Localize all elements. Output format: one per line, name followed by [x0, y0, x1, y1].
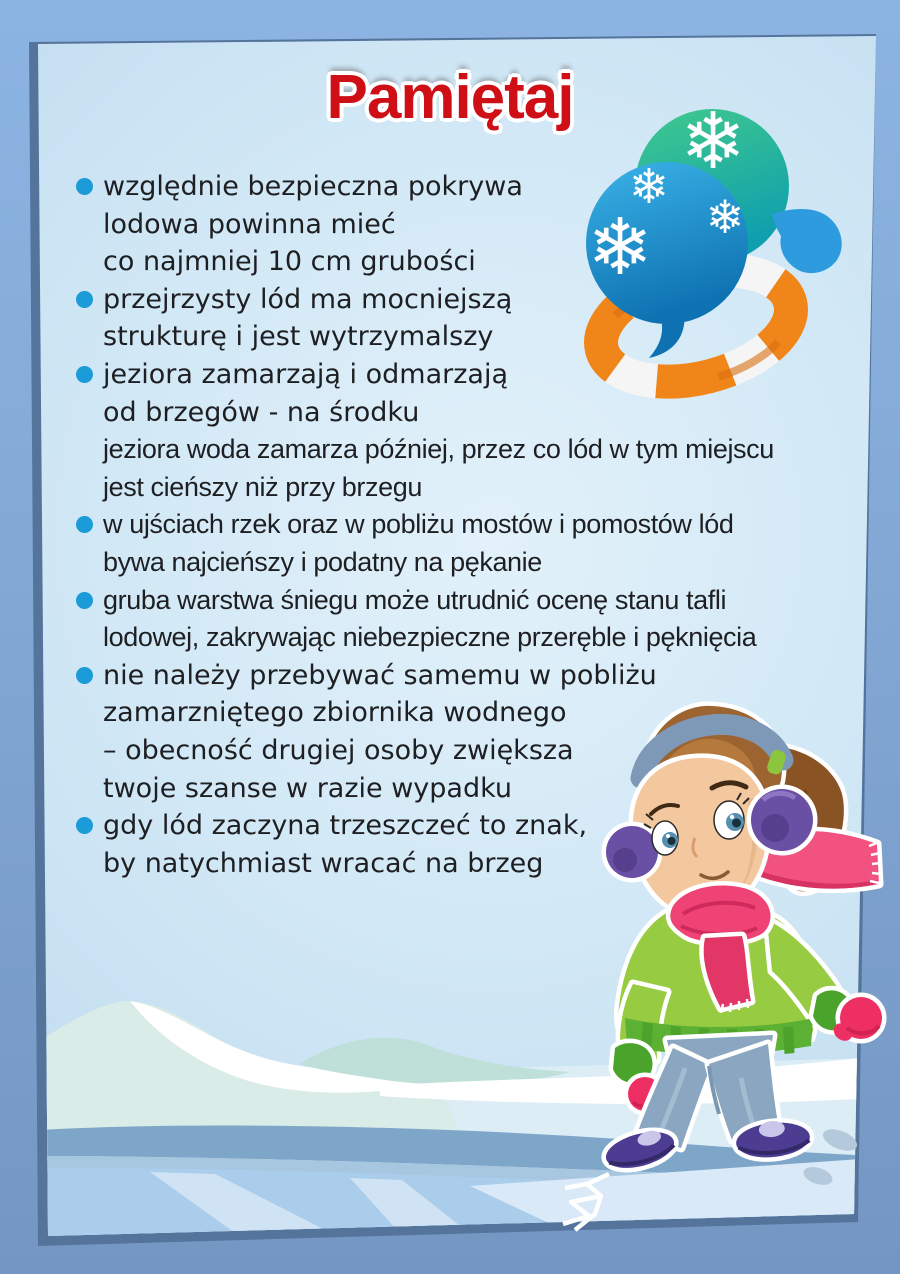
tip-line: strukturę i jest wytrzymalszy: [103, 321, 494, 353]
tip-line: by natychmiast wracać na brzeg: [103, 847, 544, 879]
tip-line: względnie bezpieczna pokrywa: [103, 171, 523, 202]
bullet-dot-icon: [76, 366, 93, 383]
poster-title: Pamiętaj: [326, 63, 574, 132]
earmuff-right-icon: [751, 789, 813, 851]
snowflake-icon: ❄: [705, 190, 745, 244]
tip-line: nie należy przebywać samemu w pobliżu: [103, 659, 657, 691]
tip-line: w ujściach rzek oraz w pobliżu mostów i pomostów lód: [103, 509, 734, 540]
snowflake-icon: ❄: [680, 97, 746, 187]
snowflake-icon: ❄: [628, 159, 670, 215]
tip-line: jeziora woda zamarza później, przez co lód w tym miejscu: [103, 434, 774, 465]
shoes: [602, 1117, 812, 1174]
tip-line: lodowej, zakrywając niebezpieczne przeręble i pęknięcia: [103, 622, 757, 653]
tip-line: twoje szanse w razie wypadku: [103, 772, 513, 804]
tip-line: gruba warstwa śniegu może utrudnić ocenę stanu tafli: [103, 584, 727, 615]
earmuff-left-icon: [606, 826, 658, 878]
shoe-left-icon: [602, 1125, 678, 1174]
bullet-dot-icon: [76, 667, 93, 684]
bullet-dot-icon: [76, 592, 93, 609]
tip-line: bywa najcieńszy i podatny na pękanie: [103, 546, 542, 577]
snowflake-icon: ❄: [587, 203, 653, 293]
bullet-dot-icon: [76, 817, 93, 834]
tip-line: przejrzysty lód ma mocniejszą: [103, 283, 513, 315]
tip-line: co najmniej 10 cm grubości: [103, 246, 476, 278]
tip-line: lodowa powinna mieć: [103, 208, 396, 240]
tip-line: jeziora zamarzają i odmarzają: [103, 358, 508, 390]
bullet-dot-icon: [76, 291, 93, 308]
tip-line: – obecność drugiej osoby zwiększa: [103, 734, 574, 766]
tip-line: jest cieńszy niż przy brzegu: [103, 471, 422, 502]
tip-line: od brzegów - na środku: [103, 396, 420, 428]
safety-tip-item: [76, 582, 796, 657]
tip-line: gdy lód zaczyna trzeszczeć to znak,: [103, 810, 588, 842]
bullet-dot-icon: [76, 178, 93, 195]
tip-line: zamarzniętego zbiornika wodnego: [103, 697, 567, 729]
ice-cracks-icon: [563, 1174, 609, 1230]
bullet-dot-icon: [76, 516, 93, 533]
scarf-hanging-tail: [704, 936, 751, 1008]
safety-tip-item: [76, 506, 796, 581]
snow-bubbles-illustration: [565, 80, 895, 410]
girl-on-cracking-ice-illustration: [505, 688, 900, 1254]
